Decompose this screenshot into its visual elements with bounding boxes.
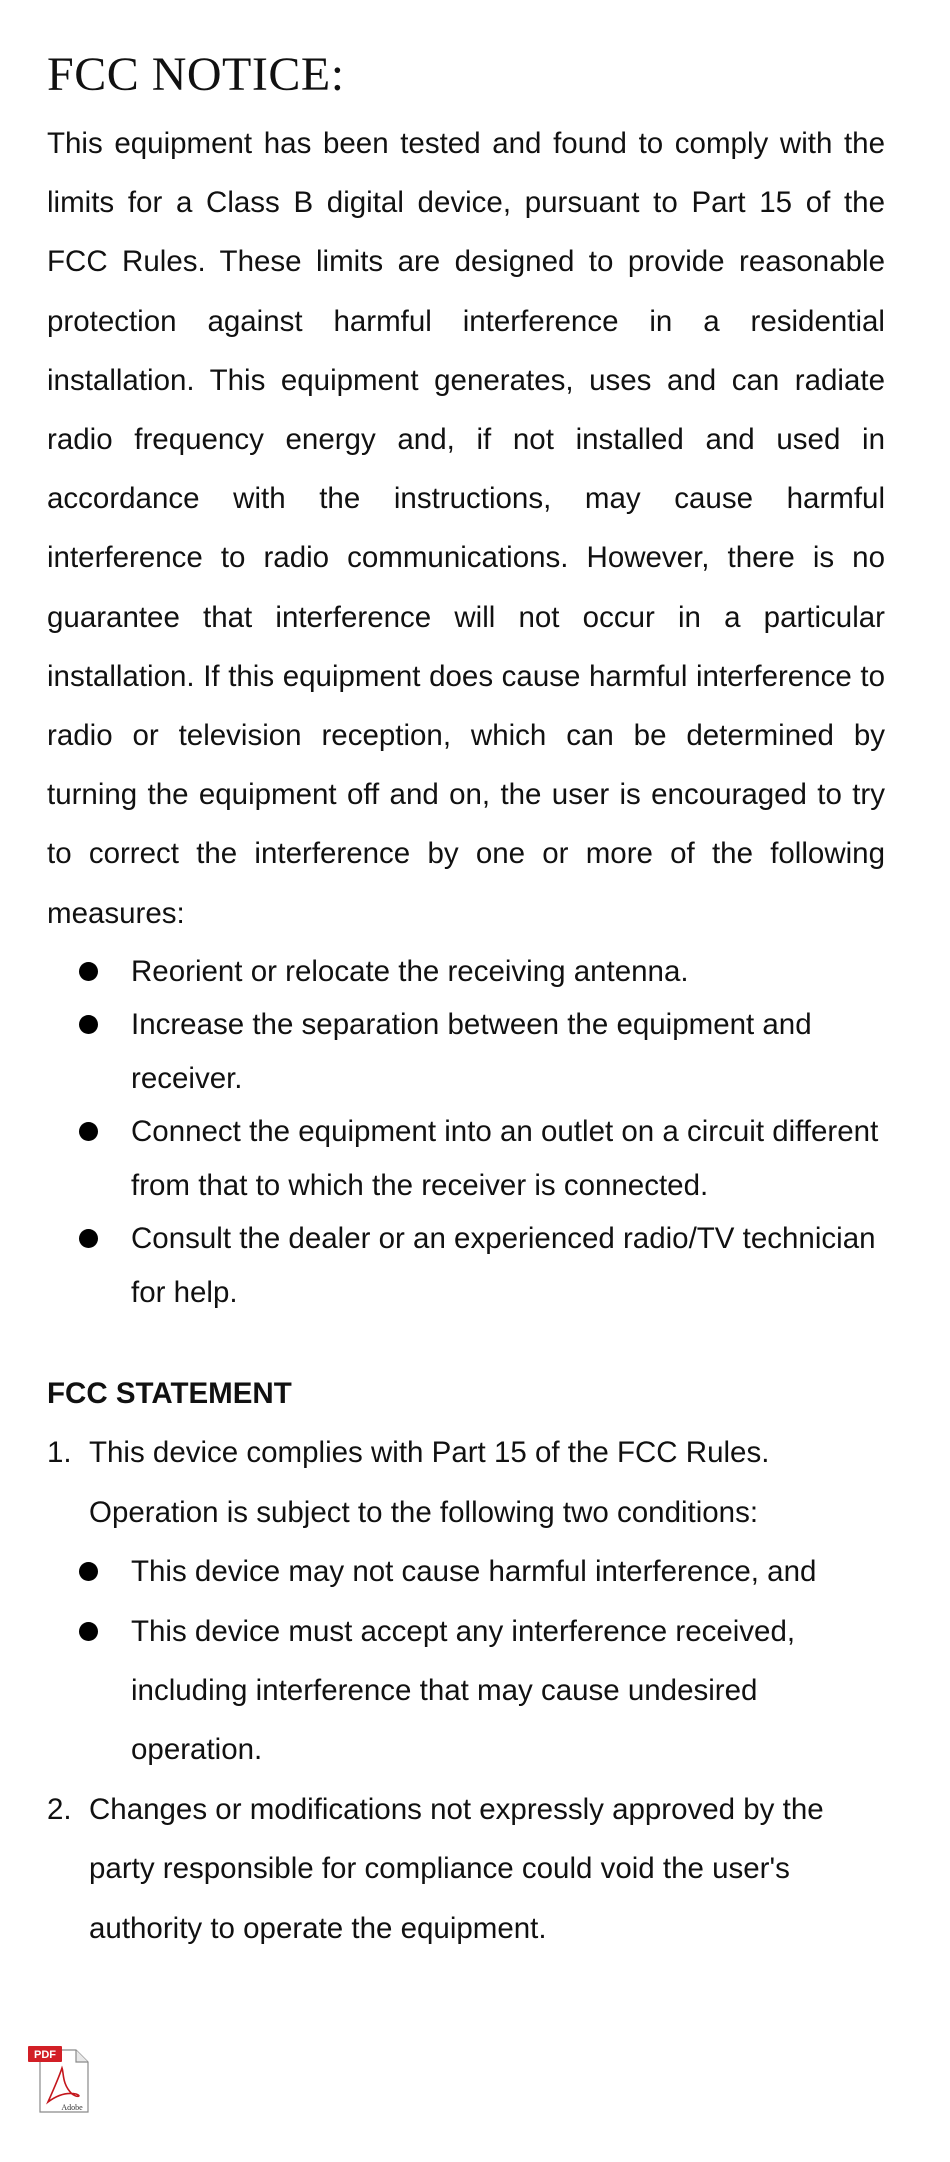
statement-title: FCC STATEMENT bbox=[47, 1377, 292, 1411]
bullet-icon bbox=[79, 1015, 98, 1034]
list-item bbox=[47, 945, 885, 999]
item-text: This device complies with Part 15 of the FCC Rules. Operation is subject to the following two conditions: bbox=[89, 1436, 770, 1529]
bullet-icon bbox=[79, 1229, 98, 1248]
bullet-icon bbox=[79, 1562, 98, 1581]
measure-text: Connect the equipment into an outlet on a circuit different from that to which the receiver is connected. bbox=[131, 1115, 879, 1202]
notice-paragraph: This equipment has been tested and found to comply with the limits for a Class B digital device, pursuant to Part 15 of the FCC Rules. These limits are designed to provide reasonable protection against harmful interference in a residential installation. This equipment generates, uses and can radiate radio frequency energy and, if not installed and used in accordance with the instructions, may cause harmful interference to radio communications. However, there is no guarantee that interference will not occur in a particular installation. If this equipment does cause harmful interference to radio or television reception, which can be determined by turning the equipment off and on, the user is encouraged to try to correct the interference by one or more of the following measures: bbox=[47, 127, 885, 930]
list-item bbox=[47, 1212, 885, 1319]
document-page bbox=[47, 44, 885, 1958]
bullet-icon bbox=[79, 1622, 98, 1641]
measure-text: Consult the dealer or an experienced radio/TV technician for help. bbox=[131, 1222, 876, 1309]
notice-title: FCC NOTICE: bbox=[47, 48, 345, 101]
item-text: Changes or modifications not expressly approved by the party responsible for compliance could void the user's authority to operate the equipment. bbox=[89, 1792, 824, 1945]
statement-item-2 bbox=[47, 1780, 885, 1959]
pdf-file-icon bbox=[26, 2044, 94, 2116]
bullet-icon bbox=[79, 962, 98, 981]
pdf-badge-label: PDF bbox=[34, 2049, 56, 2061]
list-item bbox=[47, 1105, 885, 1212]
conditions-list bbox=[47, 1542, 885, 1779]
pdf-brand-label: Adobe bbox=[61, 2103, 83, 2112]
list-item bbox=[47, 1602, 885, 1780]
statement-item-1 bbox=[47, 1423, 885, 1542]
list-item bbox=[47, 998, 885, 1105]
condition-text: This device may not cause harmful interference, and bbox=[131, 1555, 817, 1589]
bullet-icon bbox=[79, 1122, 98, 1141]
condition-text: This device must accept any interference received, including interference that may cause undesired operation. bbox=[131, 1614, 796, 1767]
measures-list bbox=[47, 945, 885, 1320]
item-number: 1. bbox=[47, 1436, 72, 1470]
item-number: 2. bbox=[47, 1792, 72, 1826]
measure-text: Increase the separation between the equipment and receiver. bbox=[131, 1008, 812, 1095]
list-item bbox=[47, 1542, 885, 1601]
measure-text: Reorient or relocate the receiving antenna. bbox=[131, 954, 689, 988]
